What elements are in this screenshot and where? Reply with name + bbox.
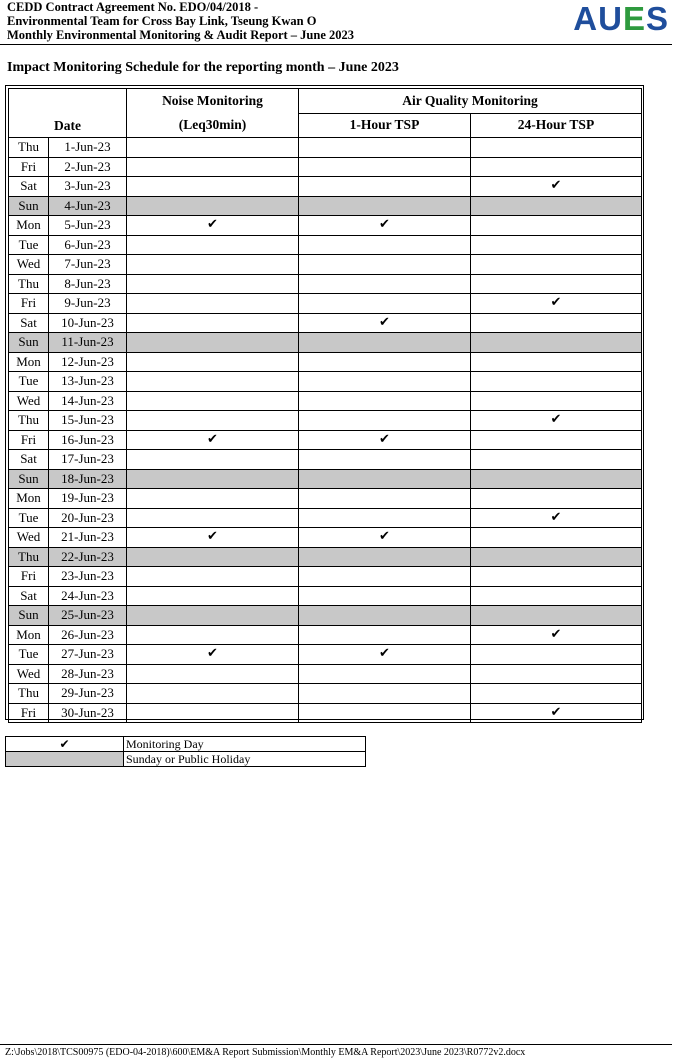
tsp1-cell — [299, 469, 471, 489]
date-cell: 5-Jun-23 — [49, 216, 127, 236]
day-cell: Mon — [9, 352, 49, 372]
date-cell: 29-Jun-23 — [49, 684, 127, 704]
tsp1-cell — [299, 294, 471, 314]
table-row — [9, 645, 642, 665]
file-path-footer: Z:\Jobs\2018\TCS00975 (EDO-04-2018)\600\EM&A Report Submission\Monthly EM&A Report\2023\June 2023\R0772v2.docx — [5, 1047, 526, 1058]
table-row — [9, 391, 642, 411]
date-cell: 8-Jun-23 — [49, 274, 127, 294]
day-cell: Fri — [9, 703, 49, 723]
check-icon: ✔ — [471, 508, 642, 528]
contract-line: CEDD Contract Agreement No. EDO/04/2018 - — [7, 0, 259, 14]
legend-monitoring-label: Monitoring Day — [124, 737, 366, 752]
tsp24-cell — [471, 684, 642, 704]
tsp1-cell — [299, 567, 471, 587]
tsp-1hour-header: 1-Hour TSP — [299, 113, 471, 138]
header-divider — [0, 44, 672, 45]
table-row — [9, 664, 642, 684]
day-cell: Sat — [9, 586, 49, 606]
noise-cell — [127, 138, 299, 158]
check-icon: ✔ — [299, 313, 471, 333]
date-cell: 19-Jun-23 — [49, 489, 127, 509]
table-row — [9, 216, 642, 236]
tsp1-cell — [299, 489, 471, 509]
schedule-table-frame — [5, 85, 644, 720]
day-cell: Sun — [9, 606, 49, 626]
noise-cell — [127, 411, 299, 431]
noise-cell — [127, 469, 299, 489]
table-row — [9, 196, 642, 216]
date-header: Date — [9, 89, 127, 138]
day-cell: Wed — [9, 664, 49, 684]
noise-header-line2: (Leq30min) — [178, 117, 247, 132]
noise-cell — [127, 157, 299, 177]
tsp-24hour-header: 24-Hour TSP — [471, 113, 642, 138]
table-row — [9, 372, 642, 392]
check-icon: ✔ — [127, 528, 299, 548]
tsp1-cell — [299, 411, 471, 431]
tsp24-cell — [471, 352, 642, 372]
date-cell: 4-Jun-23 — [49, 196, 127, 216]
day-cell: Thu — [9, 684, 49, 704]
day-cell: Fri — [9, 567, 49, 587]
check-icon: ✔ — [299, 528, 471, 548]
date-cell: 23-Jun-23 — [49, 567, 127, 587]
noise-cell — [127, 625, 299, 645]
day-cell: Mon — [9, 489, 49, 509]
day-cell: Thu — [9, 138, 49, 158]
date-cell: 20-Jun-23 — [49, 508, 127, 528]
noise-cell — [127, 547, 299, 567]
table-row — [9, 586, 642, 606]
day-cell: Sun — [9, 469, 49, 489]
day-cell: Sat — [9, 450, 49, 470]
noise-cell — [127, 508, 299, 528]
date-cell: 10-Jun-23 — [49, 313, 127, 333]
tsp1-cell — [299, 391, 471, 411]
date-cell: 11-Jun-23 — [49, 333, 127, 353]
date-cell: 17-Jun-23 — [49, 450, 127, 470]
date-cell: 13-Jun-23 — [49, 372, 127, 392]
tsp1-cell — [299, 274, 471, 294]
tsp24-cell — [471, 372, 642, 392]
date-cell: 14-Jun-23 — [49, 391, 127, 411]
tsp24-cell — [471, 586, 642, 606]
table-row — [9, 567, 642, 587]
tsp24-cell — [471, 274, 642, 294]
day-cell: Thu — [9, 547, 49, 567]
tsp1-cell — [299, 255, 471, 275]
noise-header-line1: Noise Monitoring — [162, 93, 263, 108]
noise-cell — [127, 313, 299, 333]
tsp1-cell — [299, 235, 471, 255]
table-row — [9, 352, 642, 372]
noise-cell — [127, 606, 299, 626]
tsp24-cell — [471, 528, 642, 548]
team-line: Environmental Team for Cross Bay Link, Tseung Kwan O — [7, 14, 317, 28]
legend-row-monitoring — [6, 737, 366, 752]
check-icon: ✔ — [127, 430, 299, 450]
date-cell: 25-Jun-23 — [49, 606, 127, 626]
table-row — [9, 489, 642, 509]
table-row — [9, 547, 642, 567]
legend-table — [5, 736, 366, 767]
date-cell: 18-Jun-23 — [49, 469, 127, 489]
tsp24-cell — [471, 138, 642, 158]
date-cell: 9-Jun-23 — [49, 294, 127, 314]
day-cell: Mon — [9, 625, 49, 645]
tsp24-cell — [471, 664, 642, 684]
day-cell: Tue — [9, 235, 49, 255]
tsp24-cell — [471, 333, 642, 353]
date-cell: 22-Jun-23 — [49, 547, 127, 567]
noise-cell — [127, 450, 299, 470]
date-cell: 7-Jun-23 — [49, 255, 127, 275]
date-cell: 16-Jun-23 — [49, 430, 127, 450]
date-cell: 1-Jun-23 — [49, 138, 127, 158]
noise-cell — [127, 664, 299, 684]
noise-cell — [127, 684, 299, 704]
date-cell: 21-Jun-23 — [49, 528, 127, 548]
table-row — [9, 313, 642, 333]
noise-cell — [127, 255, 299, 275]
logo-letter: A — [573, 0, 599, 37]
report-line: Monthly Environmental Monitoring & Audit Report – June 2023 — [7, 28, 355, 42]
tsp24-cell — [471, 255, 642, 275]
noise-cell — [127, 489, 299, 509]
tsp1-cell — [299, 684, 471, 704]
check-icon: ✔ — [471, 625, 642, 645]
day-cell: Tue — [9, 372, 49, 392]
day-cell: Wed — [9, 528, 49, 548]
day-cell: Wed — [9, 255, 49, 275]
tsp24-cell — [471, 645, 642, 665]
check-icon: ✔ — [299, 216, 471, 236]
day-cell: Thu — [9, 274, 49, 294]
tsp24-cell — [471, 216, 642, 236]
page-header — [7, 0, 673, 44]
tsp1-cell — [299, 196, 471, 216]
holiday-swatch — [6, 752, 124, 767]
day-cell: Tue — [9, 508, 49, 528]
date-cell: 2-Jun-23 — [49, 157, 127, 177]
check-icon: ✔ — [471, 177, 642, 197]
date-cell: 30-Jun-23 — [49, 703, 127, 723]
date-cell: 12-Jun-23 — [49, 352, 127, 372]
table-row — [9, 294, 642, 314]
legend-holiday-label: Sunday or Public Holiday — [124, 752, 366, 767]
tsp24-cell — [471, 235, 642, 255]
tsp24-cell — [471, 430, 642, 450]
check-icon: ✔ — [299, 645, 471, 665]
tsp24-cell — [471, 469, 642, 489]
date-cell: 27-Jun-23 — [49, 645, 127, 665]
tsp1-cell — [299, 586, 471, 606]
tsp24-cell — [471, 450, 642, 470]
schedule-body — [9, 138, 642, 723]
check-icon: ✔ — [471, 703, 642, 723]
table-title: Impact Monitoring Schedule for the reporting month – June 2023 — [7, 60, 399, 75]
logo-letter: E — [622, 0, 646, 37]
day-cell: Wed — [9, 391, 49, 411]
noise-cell — [127, 177, 299, 197]
table-row — [9, 625, 642, 645]
date-cell: 6-Jun-23 — [49, 235, 127, 255]
tsp1-cell — [299, 177, 471, 197]
tsp1-cell — [299, 625, 471, 645]
tsp1-cell — [299, 508, 471, 528]
check-icon: ✔ — [6, 737, 124, 752]
logo-letter: S — [645, 0, 669, 37]
table-row — [9, 274, 642, 294]
noise-cell — [127, 372, 299, 392]
noise-cell — [127, 567, 299, 587]
table-row — [9, 411, 642, 431]
table-row — [9, 333, 642, 353]
noise-cell — [127, 333, 299, 353]
noise-cell — [127, 586, 299, 606]
noise-cell — [127, 352, 299, 372]
tsp1-cell — [299, 450, 471, 470]
table-row — [9, 255, 642, 275]
tsp1-cell — [299, 606, 471, 626]
tsp24-cell — [471, 547, 642, 567]
tsp24-cell — [471, 567, 642, 587]
table-row — [9, 469, 642, 489]
check-icon: ✔ — [127, 645, 299, 665]
tsp1-cell — [299, 664, 471, 684]
noise-cell — [127, 703, 299, 723]
tsp1-cell — [299, 703, 471, 723]
tsp1-cell — [299, 333, 471, 353]
table-row — [9, 450, 642, 470]
noise-cell — [127, 294, 299, 314]
tsp24-cell — [471, 489, 642, 509]
day-cell: Sat — [9, 313, 49, 333]
check-icon: ✔ — [471, 411, 642, 431]
table-row — [9, 528, 642, 548]
tsp24-cell — [471, 313, 642, 333]
table-row — [9, 138, 642, 158]
tsp24-cell — [471, 606, 642, 626]
logo-letter: U — [598, 0, 623, 37]
date-cell: 26-Jun-23 — [49, 625, 127, 645]
aues-logo — [573, 2, 669, 36]
date-cell: 15-Jun-23 — [49, 411, 127, 431]
legend-row-holiday — [6, 752, 366, 767]
table-row — [9, 508, 642, 528]
noise-cell — [127, 391, 299, 411]
day-cell: Sun — [9, 196, 49, 216]
date-cell: 28-Jun-23 — [49, 664, 127, 684]
check-icon: ✔ — [127, 216, 299, 236]
noise-monitoring-header — [127, 89, 299, 138]
noise-cell — [127, 196, 299, 216]
table-row — [9, 703, 642, 723]
tsp24-cell — [471, 157, 642, 177]
day-cell: Mon — [9, 216, 49, 236]
tsp1-cell — [299, 138, 471, 158]
table-row — [9, 177, 642, 197]
table-row — [9, 157, 642, 177]
day-cell: Fri — [9, 430, 49, 450]
day-cell: Sat — [9, 177, 49, 197]
noise-cell — [127, 274, 299, 294]
table-row — [9, 235, 642, 255]
tsp1-cell — [299, 372, 471, 392]
check-icon: ✔ — [299, 430, 471, 450]
check-icon: ✔ — [471, 294, 642, 314]
tsp24-cell — [471, 391, 642, 411]
day-cell: Sun — [9, 333, 49, 353]
day-cell: Tue — [9, 645, 49, 665]
table-row — [9, 606, 642, 626]
day-cell: Fri — [9, 294, 49, 314]
date-cell: 3-Jun-23 — [49, 177, 127, 197]
day-cell: Thu — [9, 411, 49, 431]
air-quality-header: Air Quality Monitoring — [299, 89, 642, 114]
tsp1-cell — [299, 547, 471, 567]
date-cell: 24-Jun-23 — [49, 586, 127, 606]
schedule-table — [8, 88, 642, 723]
footer-divider — [0, 1044, 672, 1045]
tsp24-cell — [471, 196, 642, 216]
tsp1-cell — [299, 157, 471, 177]
day-cell: Fri — [9, 157, 49, 177]
table-row — [9, 684, 642, 704]
table-row — [9, 430, 642, 450]
tsp1-cell — [299, 352, 471, 372]
noise-cell — [127, 235, 299, 255]
